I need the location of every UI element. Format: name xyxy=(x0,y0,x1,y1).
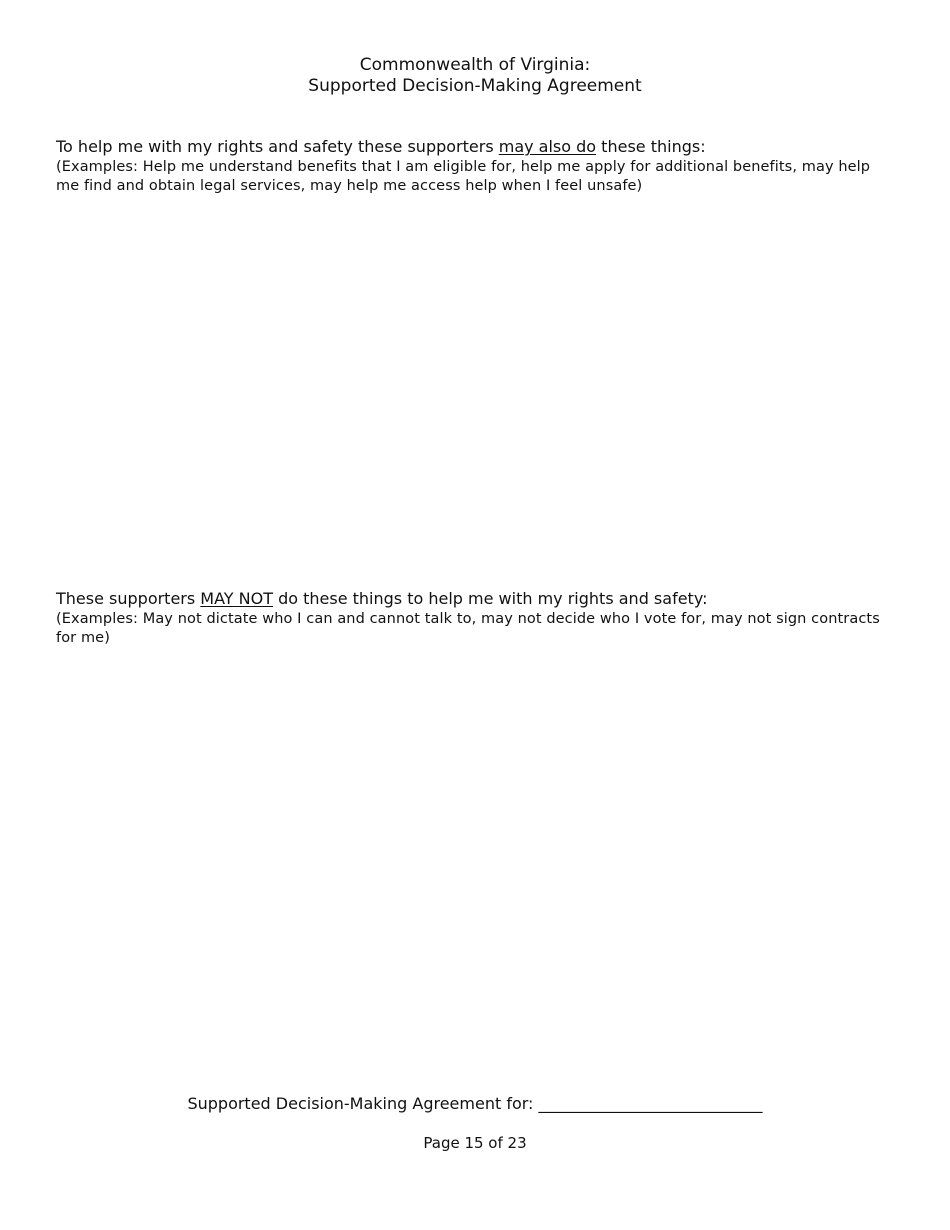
agreement-for-line: Supported Decision-Making Agreement for: ____________________________ xyxy=(187,1094,763,1113)
may-not-do-prompt xyxy=(56,589,898,609)
section-may-also-do xyxy=(56,137,898,196)
prompt-text: do these things to help me with my rights and safety: xyxy=(273,589,708,608)
header-title-line-1: Commonwealth of Virginia: xyxy=(359,55,591,75)
page-number: Page 15 of 23 xyxy=(423,1134,527,1152)
may-also-do-examples: (Examples: Help me understand benefits that I am eligible for, help me apply for additional benefits, may help me find and obtain legal services, may help me access help when I feel unsafe) xyxy=(56,159,871,194)
prompt-emphasis: may also do xyxy=(498,137,597,156)
prompt-text: these things: xyxy=(596,137,706,156)
prompt-text: These supporters xyxy=(56,589,201,608)
document-header xyxy=(0,55,950,97)
may-also-do-prompt xyxy=(56,137,898,157)
header-title-line-2: Supported Decision-Making Agreement xyxy=(308,76,642,96)
prompt-text: To help me with my rights and safety these supporters xyxy=(56,137,499,156)
section-may-not-do xyxy=(56,589,898,648)
may-not-do-examples: (Examples: May not dictate who I can and cannot talk to, may not decide who I vote for, may not sign contracts for me) xyxy=(56,611,880,646)
prompt-emphasis: MAY NOT xyxy=(200,589,273,608)
